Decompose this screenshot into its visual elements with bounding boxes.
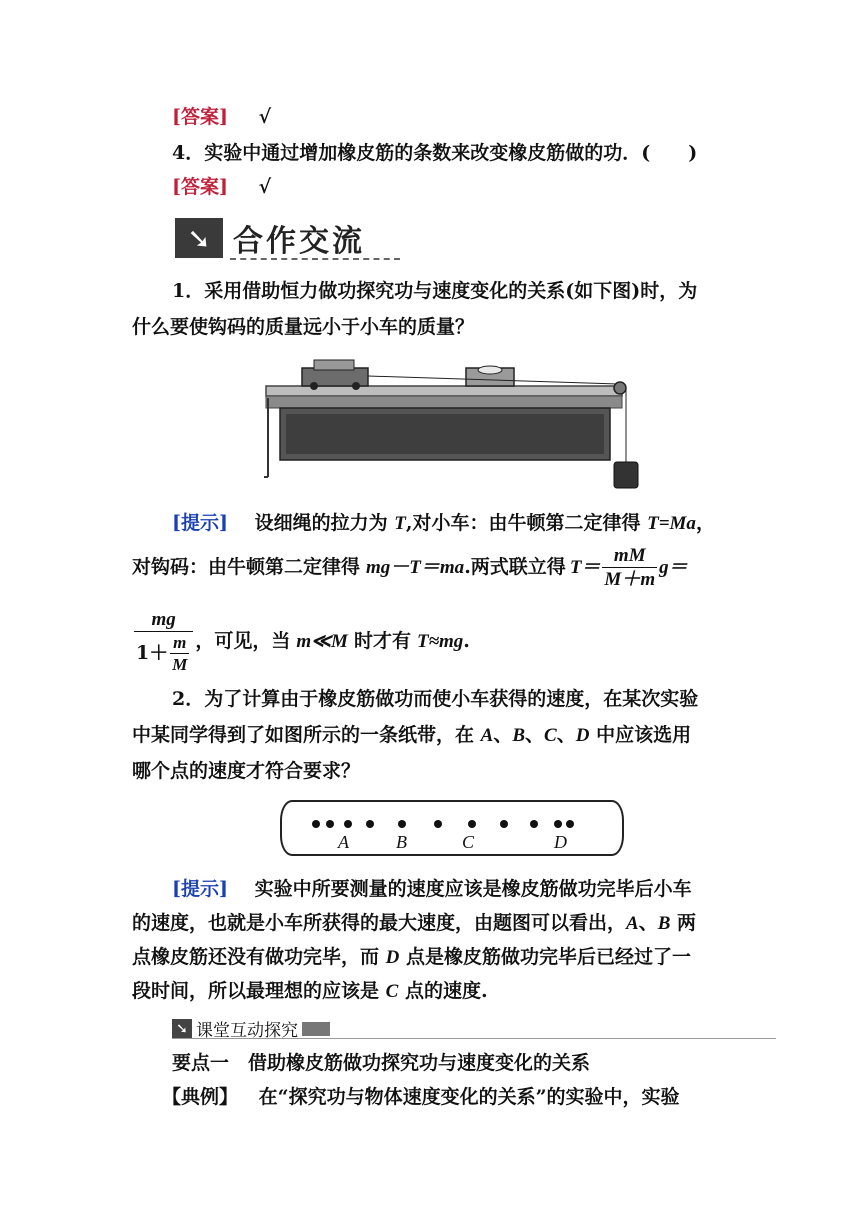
tape-dot bbox=[566, 820, 574, 828]
fraction-denominator: M＋m bbox=[604, 569, 656, 590]
fraction-mg bbox=[134, 610, 193, 673]
point-label: A bbox=[480, 725, 494, 746]
equation: T=Ma bbox=[647, 513, 696, 534]
point-label: B bbox=[512, 725, 526, 746]
tape-dot bbox=[312, 820, 320, 828]
apparatus-figure bbox=[262, 352, 642, 494]
fraction-denominator: M bbox=[172, 655, 188, 674]
tape-dot bbox=[530, 820, 538, 828]
answer-tag: [答案] bbox=[172, 106, 228, 128]
answer-line-1 bbox=[172, 108, 271, 127]
hint1-text: ， bbox=[695, 512, 715, 534]
mini-banner-title: 课堂互动探究 bbox=[196, 1021, 298, 1041]
fraction-numerator: mM bbox=[613, 545, 646, 566]
hint1-text: .两式联立得 bbox=[464, 556, 566, 578]
hint2-text: 段时间，所以最理想的应该是 bbox=[132, 980, 380, 1002]
hint2-line4 bbox=[132, 982, 488, 1001]
hint1-text: ,对小车：由牛顿第二定律得 bbox=[405, 512, 641, 534]
tape-label-b: B bbox=[396, 832, 407, 852]
hint-tag: [提示] bbox=[172, 512, 228, 534]
tape-label-c: C bbox=[462, 832, 475, 852]
tape-dot bbox=[344, 820, 352, 828]
fraction-denominator bbox=[134, 631, 193, 673]
p2-text: 中某同学得到了如图所示的一条纸带，在 bbox=[132, 724, 475, 746]
hint2-text: 的速度，也就是小车所获得的最大速度，由题图可以看出， bbox=[132, 912, 627, 934]
hint2-line3 bbox=[132, 948, 691, 967]
hint1-text: 设细绳的拉力为 bbox=[254, 512, 388, 534]
key-point: 要点一 借助橡皮筋做功探究功与速度变化的关系 bbox=[172, 1052, 591, 1074]
tape-dot bbox=[554, 820, 562, 828]
hint1-line3 bbox=[132, 610, 470, 673]
example-line bbox=[162, 1088, 680, 1107]
tape-label-a: A bbox=[338, 832, 349, 852]
hint2-line1 bbox=[172, 880, 692, 899]
p1-line2: 什么要使钩码的质量远小于小车的质量？ bbox=[132, 316, 475, 338]
hint2-line2 bbox=[132, 914, 696, 933]
tape-dot bbox=[366, 820, 374, 828]
section-banner bbox=[175, 216, 365, 260]
question-4: 4．实验中通过增加橡皮筋的条数来改变橡皮筋做的功．( ) bbox=[172, 142, 698, 164]
equation: mg－T＝ma bbox=[366, 557, 465, 578]
equation: T≈mg bbox=[416, 631, 464, 652]
p2-text: 、 bbox=[525, 724, 545, 746]
hint2-text: 点是橡皮筋做功完毕后已经过了一 bbox=[406, 946, 692, 968]
hint2-text: 实验中所要测量的速度应该是橡皮筋做功完毕后小车 bbox=[254, 878, 692, 900]
fraction-mM bbox=[602, 546, 657, 589]
tape-dot bbox=[398, 820, 406, 828]
point-label: C bbox=[544, 725, 557, 746]
section-underline bbox=[230, 258, 400, 260]
check-mark: √ bbox=[258, 176, 272, 198]
equation: T＝ bbox=[569, 557, 601, 578]
fraction-numerator: mg bbox=[151, 609, 176, 630]
check-mark: √ bbox=[258, 106, 272, 128]
p2-text: 、 bbox=[493, 724, 513, 746]
example-tag: 【典例】 bbox=[162, 1086, 239, 1108]
hint1-text: 对钩码：由牛顿第二定律得 bbox=[132, 556, 361, 578]
p2-text: 、 bbox=[556, 724, 576, 746]
p1-line1: 1．采用借助恒力做功探究功与速度变化的关系(如下图)时，为 bbox=[172, 280, 698, 302]
equation: g＝ bbox=[659, 557, 688, 578]
tape-dot bbox=[468, 820, 476, 828]
tape-dot bbox=[326, 820, 334, 828]
fraction-m-over-M bbox=[170, 634, 189, 673]
point-label: C bbox=[385, 981, 399, 1002]
p2-line3: 哪个点的速度才符合要求？ bbox=[132, 760, 361, 782]
hint2-text: 点橡皮筋还没有做功完毕，而 bbox=[132, 946, 380, 968]
arrow-right-icon: ➘ bbox=[175, 218, 223, 258]
fraction-numerator: m bbox=[173, 633, 187, 652]
section-title: 合作交流 bbox=[233, 224, 365, 259]
answer-line-2 bbox=[172, 178, 271, 197]
ticker-tape bbox=[280, 800, 624, 856]
mini-banner-rule bbox=[172, 1038, 776, 1039]
tape-dot bbox=[500, 820, 508, 828]
hint1-text: ，可见，当 bbox=[195, 630, 291, 652]
hint2-text: 、 bbox=[638, 912, 658, 934]
equation: m≪M bbox=[296, 631, 348, 652]
point-label: D bbox=[385, 947, 400, 968]
hint-tag: [提示] bbox=[172, 878, 228, 900]
hint1-line1 bbox=[172, 514, 715, 533]
example-text: 在“探究功与物体速度变化的关系”的实验中，实验 bbox=[258, 1086, 680, 1108]
p2-line2 bbox=[132, 726, 691, 745]
hint1-text: 时才有 bbox=[353, 630, 411, 652]
var-T: T bbox=[394, 513, 406, 534]
point-label: D bbox=[575, 725, 590, 746]
hint1-line2 bbox=[132, 546, 688, 589]
banner-block bbox=[302, 1022, 330, 1036]
tape-dot bbox=[434, 820, 442, 828]
hint2-text: 点的速度. bbox=[404, 980, 488, 1002]
tape-label-d: D bbox=[554, 832, 567, 852]
arrow-right-icon: ➘ bbox=[172, 1019, 192, 1039]
point-label: B bbox=[657, 913, 671, 934]
hint1-text: . bbox=[463, 630, 470, 652]
answer-tag: [答案] bbox=[172, 176, 228, 198]
p2-text: 中应该选用 bbox=[596, 724, 692, 746]
point-label: A bbox=[626, 913, 639, 934]
fraction-part: 1＋ bbox=[136, 642, 169, 664]
p2-line1: 2．为了计算由于橡皮筋做功而使小车获得的速度，在某次实验 bbox=[172, 688, 699, 710]
hint2-text: 两 bbox=[677, 912, 697, 934]
